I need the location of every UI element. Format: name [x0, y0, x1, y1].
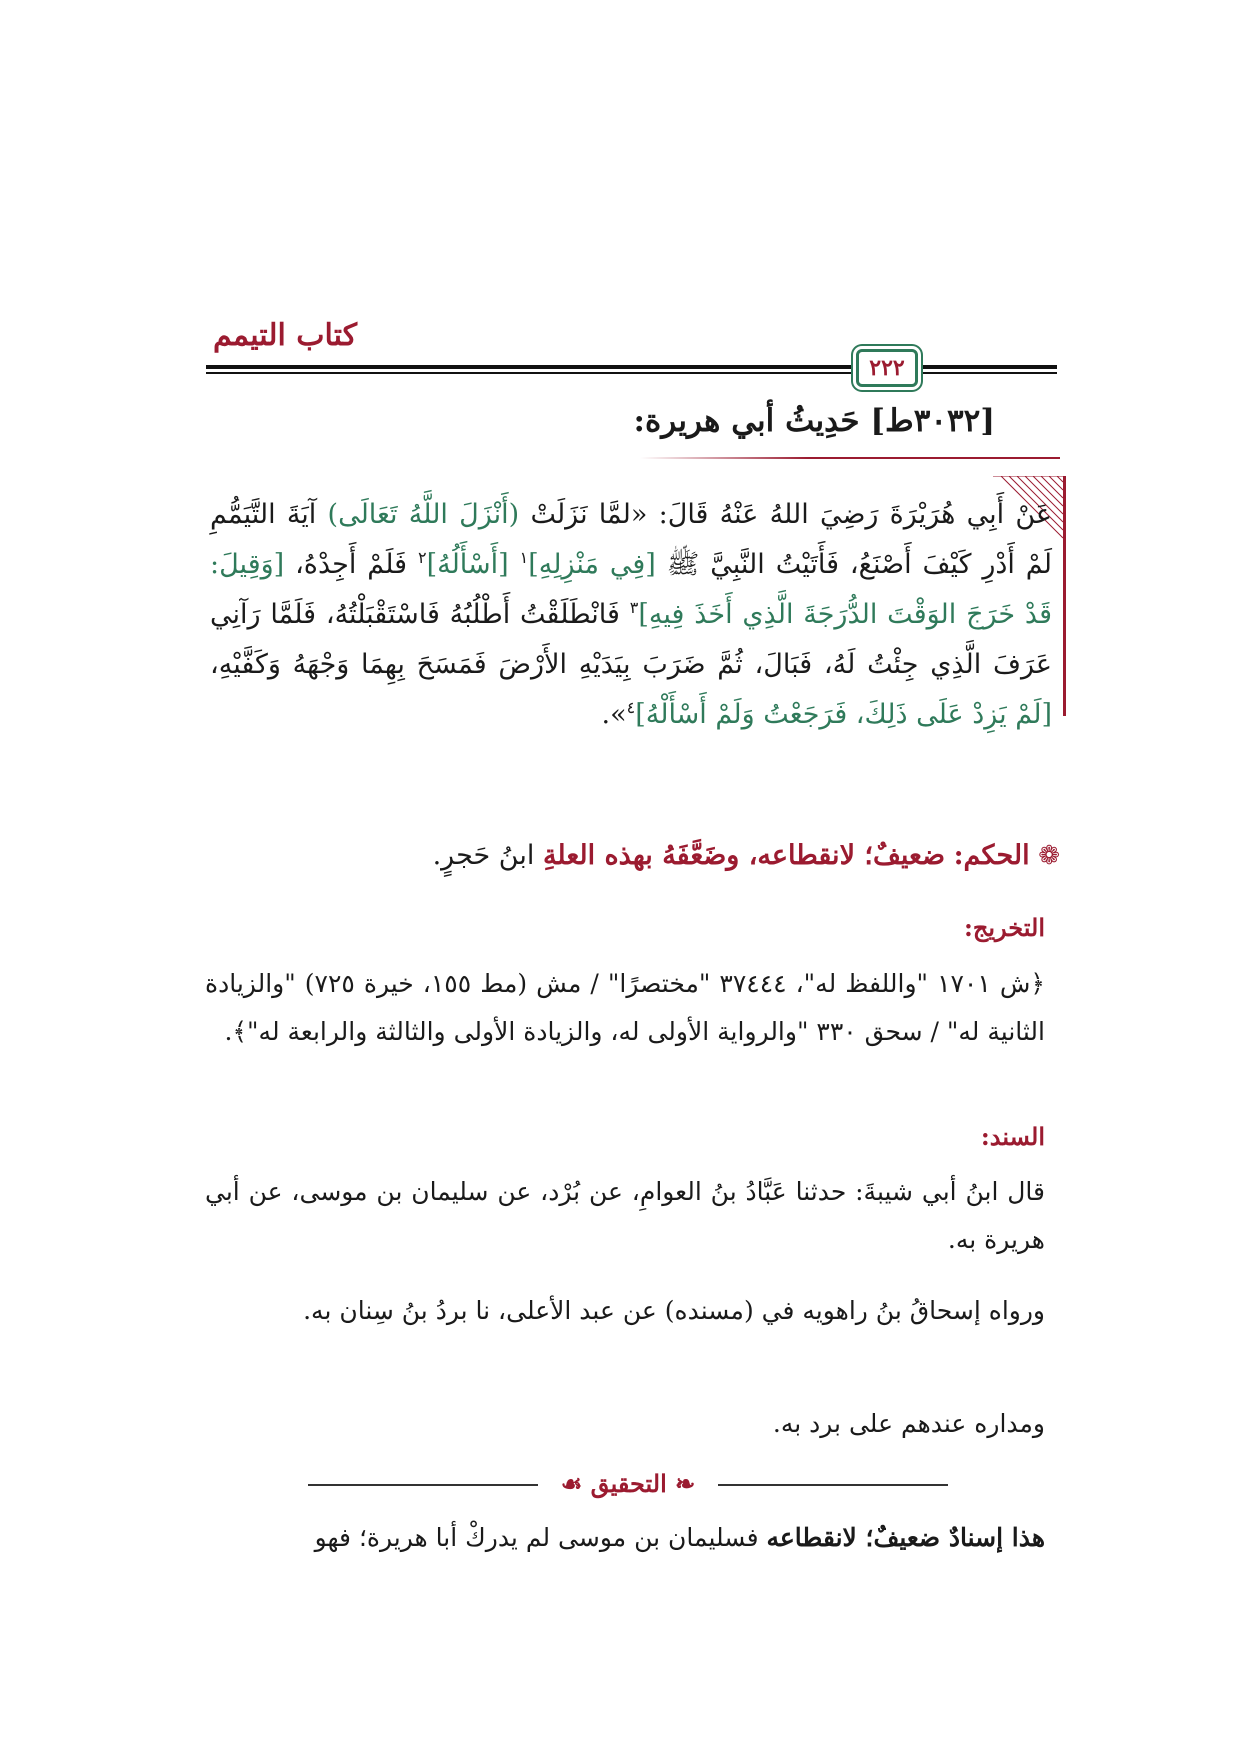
verdict-label: الحكم: [953, 840, 1030, 871]
corner-vertical-bar [1063, 476, 1066, 716]
matn-addition: [لَمْ يَزِدْ عَلَى ذَلِكَ، فَرَجَعْتُ وَلَمْ أَسْأَلْهُ] [635, 699, 1052, 730]
tahqiq-heading [308, 1467, 948, 1501]
book-title: كتاب التيمم [212, 318, 357, 353]
sanad-label: السند: [980, 1122, 1045, 1151]
matn-addition: (أَنْزَلَ اللَّهُ تَعَالَى) [327, 499, 520, 530]
leaf-ornament-icon: ☙ [560, 1469, 583, 1498]
page-number-box [856, 349, 918, 387]
matn-part: فَلَمْ أَجِدْهُ، [295, 549, 408, 580]
tahqiq-divider [308, 1467, 948, 1501]
tahqiq-text [203, 1514, 1045, 1562]
verdict-authority: ابنُ حَجرٍ. [432, 840, 535, 871]
sanad-paragraph: قال ابنُ أبي شيبةَ: حدثنا عَبَّادُ بنُ العوامِ، عن بُرْد، عن سليمان بن موسى، عن أبي هريرة به. [205, 1177, 1045, 1254]
hadith-number: [٣٠٣٢ط] [870, 403, 995, 439]
footnote-marker: ٢ [417, 548, 427, 567]
matn-addition: [فِي مَنْزِلِهِ] [528, 549, 656, 580]
footnote-marker: ١ [519, 548, 529, 567]
header-rule-thin [206, 372, 1057, 374]
verdict-line [200, 834, 1060, 878]
matn-addition: [أَسْأَلُهُ] [426, 549, 509, 580]
tahqiq-bold: هذا إسنادٌ ضعيفٌ؛ لانقطاعه [766, 1523, 1045, 1552]
heading-underline [640, 457, 1060, 459]
footnote-marker: ٣ [629, 598, 639, 617]
takhrij-text: ﴿ش ١٧٠١ "واللفظ له"، ٣٧٤٤٤ "مختصرًا" / مش (مط ١٥٥، خيرة ٧٢٥) "والزيادة الثانية له" / سحق ٣٣٠ "والرواية الأولى له، والزيادة الأولى والثالثة والرابعة له"﴾. [205, 969, 1045, 1046]
matn-addition: [وَقِيلَ: قَدْ خَرَجَ الوَقْتَ الدُّرَجَةَ الَّذِي أَخَذَ فِيهِ] [210, 549, 1052, 630]
footnote-marker: ٤ [626, 698, 636, 717]
takhrij-label: التخريج: [964, 913, 1045, 942]
header-rule-thick [206, 365, 1057, 369]
sanad-paragraph: ومداره عندهم على برد به. [772, 1409, 1045, 1438]
tahqiq-label: التحقيق [590, 1469, 667, 1498]
hadith-title: حَدِيثُ أبي هريرة: [633, 403, 860, 439]
matn-part: ». [601, 699, 627, 730]
flower-ornament-icon: ❁ [1038, 841, 1060, 871]
leaf-ornament-icon: ❧ [675, 1469, 696, 1498]
verdict-value: ضعيفٌ؛ لانقطاعه، وضَعَّفَهُ بهذه العلةِ [542, 840, 945, 871]
sanad-paragraph: ورواه إسحاقُ بنُ راهويه في (مسنده) عن عبد الأعلى، نا بردُ بنُ سِنان به. [303, 1296, 1045, 1325]
page-number: ٢٢٢ [869, 355, 905, 381]
hadith-heading [215, 403, 995, 439]
matn-part: فَانْطَلَقْتُ أَطْلُبُهُ فَاسْتَقْبَلْتُهُ، فَلَمَّا رَآنِي عَرَفَ الَّذِي جِئْتُ لَهُ، فَبَالَ، ثُمَّ ضَرَبَ بِيَدَيْهِ الأَرْضَ فَمَسَحَ بِهِمَا وَجْهَهُ وَكَفَّيْهِ، [210, 599, 1052, 680]
matn-part: عَنْ أَبِي هُرَيْرَةَ رَضِيَ اللهُ عَنْهُ قَالَ: «لمَّا نَزَلَتْ [530, 499, 1052, 530]
hadith-text [210, 490, 1052, 740]
tahqiq-rest: فسليمان بن موسى لم يدركْ أبا هريرة؛ فهو [314, 1523, 759, 1552]
matn-part: آيَةَ التَّيَمُّمِ لَمْ أَدْرِ كَيْفَ أَصْنَعُ، فَأَتَيْتُ النَّبِيَّ ﷺ [210, 499, 1053, 580]
